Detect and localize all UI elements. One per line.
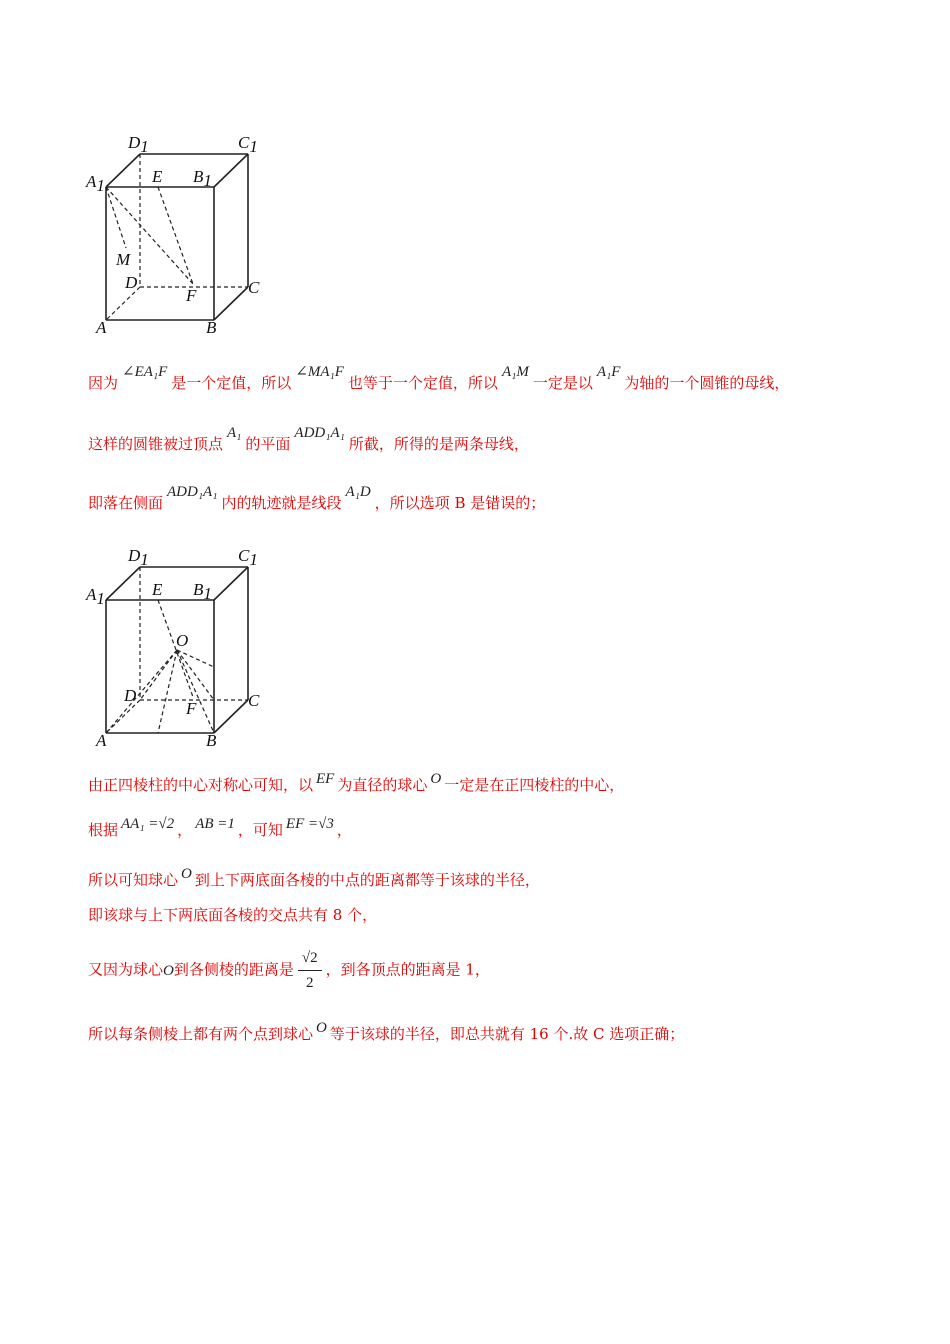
label-E: E: [152, 580, 163, 599]
figure-prism-1: [80, 130, 280, 345]
label-A1: A1: [86, 172, 105, 195]
text-line-8: 又因为球心O到各侧棱的距离是 $\frac{√2}{2}$ ，到各顶点的距离是 1，: [88, 946, 490, 995]
label-F: F: [186, 286, 197, 305]
text-line-2: 这样的圆锥被过顶点A₁的平面ADD₁A₁所截，所得的是两条母线，: [88, 425, 529, 453]
label-B: B: [206, 318, 217, 337]
text-line-9: 所以每条侧棱上都有两个点到球心 O 等于该球的半径，即总共就有 16 个.故 C 选项正确；: [88, 1020, 685, 1043]
label-A1: A1: [86, 585, 105, 608]
label-D1: D1: [128, 546, 149, 569]
label-E: E: [152, 167, 163, 186]
label-M: M: [116, 250, 131, 269]
label-C1: C1: [238, 546, 258, 569]
label-D: D: [124, 686, 137, 705]
text-line-6: 所以可知球心 O 到上下两底面各棱的中点的距离都等于该球的半径，: [88, 866, 540, 889]
label-B: B: [206, 731, 217, 750]
label-A: A: [96, 731, 107, 750]
text-line-3: 即落在侧面ADD₁A₁内的轨迹就是线段A₁D，所以选项 B 是错误的；: [88, 484, 546, 512]
text-line-1: 因为∠EA₁F是一个定值，所以∠MA₁F也等于一个定值，所以A₁M一定是以A₁F为轴的一个圆锥的母线，: [88, 364, 790, 392]
figure-prism-2: [80, 543, 280, 758]
label-C1: C1: [238, 133, 258, 156]
label-C: C: [248, 691, 260, 710]
label-D: D: [125, 273, 138, 292]
label-D1: D1: [128, 133, 149, 156]
label-A: A: [96, 318, 107, 337]
label-C: C: [248, 278, 260, 297]
label-B1: B1: [193, 167, 212, 190]
text-line-7: 即该球与上下两底面各棱的交点共有 8 个，: [88, 906, 378, 924]
label-B1: B1: [193, 580, 212, 603]
fraction: $\frac{√2}{2}$: [298, 946, 322, 995]
label-F: F: [186, 699, 197, 718]
label-O: O: [176, 631, 189, 650]
text-line-5: 根据 AA₁ =√2 ， AB =1 ，可知 EF =√3 ，: [88, 816, 352, 839]
text-line-4: 由正四棱柱的中心对称心可知，以 EF 为直径的球心 O 一定是在正四棱柱的中心，: [88, 771, 625, 794]
